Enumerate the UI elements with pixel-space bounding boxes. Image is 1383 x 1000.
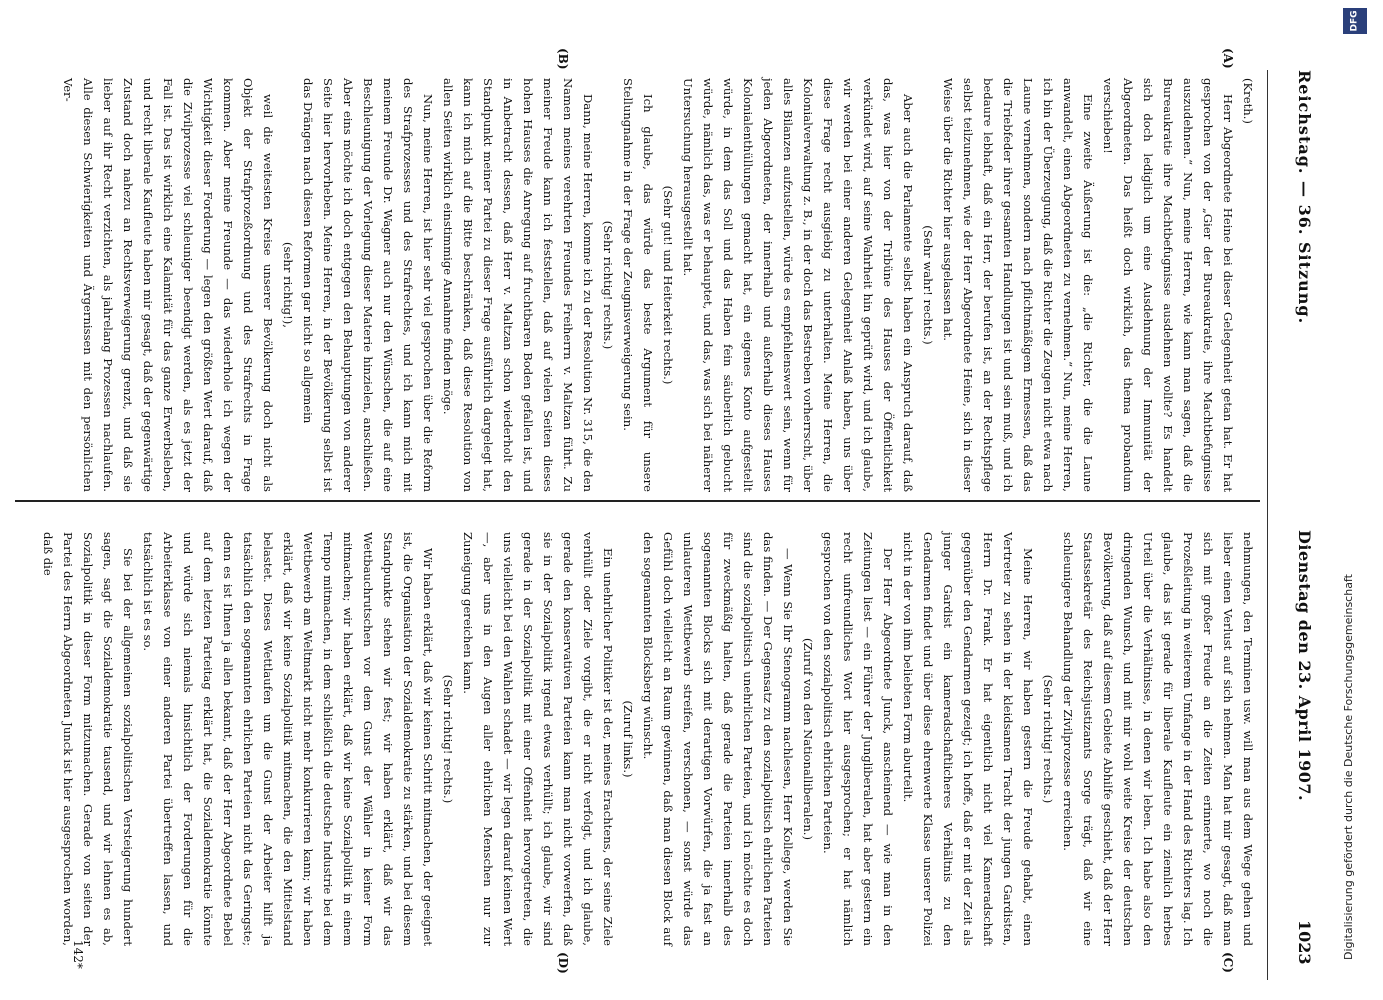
margin-mark-d: (D) (556, 952, 570, 974)
margin-mark-c: (C) (1221, 952, 1235, 973)
interjection: (Sehr richtig! rechts.) (441, 674, 455, 804)
print-signature: 142* (71, 940, 85, 969)
paragraph: Der Herr Abgeordnete Junck, anscheinend — wie man in den Zeitungen liest — ein Führer der Jungliberalen, hat aber gestern ein recht unfreundliches Wort hier ausgesprochen; er hat nämlich gesprochen von den sozialpolitisch ehrlichen Parteien. (821, 532, 895, 946)
interjection: (Zuruf von den Nationalliberalen.) (801, 637, 815, 841)
paragraph: Nun, meine Herren, ist hier sehr viel gesprochen über die Reform des Strafprozesses und des Strafrechtes, und ich kann mich mit meinem Freunde Dr. Wagner auch nur den Wünschen, die auf eine Beschleunigung der Vorlegung dieser Materie hinzielen, anschließen. Aber eins möchte ich doch entgegen den Behauptungen von anderer Seite hier hervorheben. Meine Herren, in der Bevölkerung selbst ist das Drängen nach diesen Reformen gar nicht so allgemein (301, 78, 435, 492)
paragraph: nehmungen, den Terminen usw. will man aus dem Wege gehen und lieber einen Verlust auf sich nehmen. Man hat mir gesagt, daß man sich mit großer Freude an die Zeiten erinnerte, wo noch die Prozeßleitung in weiterem Umfange in der Hand des Richters lag. Ich glaube, das ist gerade für liberale Kaufleute ein ziemlich herbes Urteil über die Verhältnisse, in denen wir leben. Ich habe also den dringenden Wunsch, und mit mir wohl weite Kreise der deutschen Bevölkerung, daß auf diesem Gebiete Abhilfe geschieht, daß der Herr Staatssekretär des Reichsjustizamts Sorge trägt, daß wir eine schleunigere Behandlung der Zivilprozesse erreichen. (1061, 532, 1255, 946)
header-session-title: Reichstag. — 36. Sitzung. (1295, 70, 1314, 325)
paragraph: (Kreth.) (1241, 78, 1255, 124)
dfg-logo: DFG (1343, 8, 1367, 34)
paragraph: Herr Abgeordnete Heine bei dieser Gelegenheit getan hat. Er hat gesprochen von der „Gier der Bureaukratie, ihre Machtbefugnisse auszudehnen.“ Nun, meine Herren, wie kann man sagen, daß die Bureaukratie ihre Machtbefugnisse ausdehnen wollte? Es handelt sich doch lediglich um eine Ausdehnung der Immunität der Abgeordneten. Das heißt doch wirklich, das thema probandum verschieben! (1101, 78, 1235, 492)
header-rule (1267, 70, 1268, 980)
paragraph: Aber auch die Parlamente selbst haben ein Anspruch darauf, daß das, was hier von der Tribüne des Hauses der Öffentlichkeit verkündet wird, auf seine Wahrheit hin geprüft wird, und ich glaube, wir werden bei einer anderen Gelegenheit Anlaß haben, uns über diese Frage recht ausgiebig zu unterhalten. Meine Herren, die Kolonialverwaltung z. B., in der doch das Bestreben vorherrscht, über alles Bilanzen aufzustellen, würde es empfehlenswert sein, wenn für jeden Abgeordneten, der innerhalb und außerhalb dieses Hauses Kolonialenthüllungen gemacht hat, ein eigenes Konto aufgestellt würde, in dem das Soll und das Haben fein säuberlich gebucht würde, nämlich das, was er behauptet, und das, was sich bei näherer Untersuchung herausgestellt hat. (681, 78, 915, 492)
text-column-right (38, 532, 1258, 946)
paragraph: Eine zweite Äußerung ist die: „die Richter, die die Laune anwandelt, einen Abgeordneten zu vernehmen.“ Nun, meine Herren, ich bin der Überzeugung, daß die Richter die Zeugen nicht etwa nach Laune vernehmen, sondern nach pflichtmäßigem Ermessen, daß das die Triebfeder ihrer gesamten Handlungen ist und sein muß, und ich bedaure lebhaft, daß ein Herr, der berufen ist, an der Rechtspflege selbst teilzunehmen, wie der Herr Abgeordnete Heine, sich in dieser Weise über die Richter hier ausgelassen hat. (941, 78, 1095, 492)
interjection: (Sehr richtig! rechts.) (1041, 674, 1055, 804)
interjection: (Zuruf links.) (621, 700, 635, 778)
paragraph: — Wenn Sie Ihr Stenogramm nachlesen, Herr Kollege, werden Sie das finden. — Der Gegensatz zu den sozialpolitisch ehrlichen Parteien sind die sozialpolitisch unehrlichen Parteien, und ich möchte es doch für zweckmäßig halten, daß gerade die Parteien innerhalb des sogenannten Blocks sich mit derartigen Vorwürfen, die ja fast an unlauteren Wettbewerb streifen, verschonen, — sonst würde das Gefühl doch vielleicht an Raum gewinnen, daß man diesen Block auf den sogenannten Blocksberg wünscht. (641, 532, 795, 946)
margin-mark-b: (B) (556, 48, 570, 70)
paragraph: weil die weitesten Kreise unserer Bevölkerung doch nicht als Objekt der Strafprozeßordnung und des Strafrechts in Frage kommen. Aber meine Freunde — das wiederhole ich wegen der Wichtigkeit dieser Forderung — legen den größten Wert darauf, daß die Zivilprozesse viel schleuniger beendigt werden, als es jetzt der Fall ist. Das ist wirklich eine Kalamität für das ganze Erwerbsleben, und recht liberale Kaufleute haben mir gesagt, daß der gegenwärtige Zustand doch nahezu an Rechtsverweigerung grenzt, und daß sie lieber auf ihr Recht verzichten, als jahrelang Prozessen nachlaufen. Alle diesen Schwierigkeiten und Ärgernissen mit den persönlichen Ver- (61, 78, 275, 492)
paragraph: Dann, meine Herren, komme ich zu der Resolution Nr. 315, die den Namen meines verehrten Freundes Freiherrn v. Maltzan führt. Zu meiner Freude kann ich feststellen, daß auf vielen Seiten dieses hohen Hauses die Anregung auf fruchtbaren Boden gefallen ist, und in Anbetracht dessen, daß Herr v. Maltzan schon wiederholt den Standpunkt meiner Partei zu dieser Frage ausführlich dargelegt hat, kann ich mich auf die Bitte beschränken, daß diese Resolution von allen Seiten wirklich einstimmige Annahme finden möge. (441, 78, 595, 492)
interjection: (Sehr richtig! rechts.) (601, 220, 615, 350)
paragraph: Sie bei der allgemeinen sozialpolitischen Versteigerung hundert sagen, sagt die Sozialdemokratie tausend, und wir lehnen es ab, Sozialpolitik in dieser Form mitzumachen. Gerade von seiten der Partei des Herrn Abgeordneten Junck ist hier ausgesprochen worden, daß die (41, 532, 135, 946)
interjection: (Sehr wahr! rechts.) (921, 225, 935, 345)
column-divider (15, 500, 1260, 502)
paragraph: Ich glaube, das würde das beste Argument für unsere Stellungnahme in der Frage der Zeugnisverweigerung sein. (621, 78, 655, 492)
paragraph: Ein unehrlicher Politiker ist der, meines Erachtens, der seine Ziele verhüllt oder Ziele vorgibt, die er nicht verfolgt, und ich glaube, gerade den konservativen Parteien kann man nicht vorwerfen, daß sie in der Sozialpolitik irgend etwas verhüllt; ich glaube, wir sind gerade in der Sozialpolitik mit einer Offenheit hervorgetreten, die uns vielleicht bei den Wahlen schadet — wir legen darauf keinen Wert —, aber uns in den Augen aller ehrlichen Menschen nur zur Zuneigung gereichen kann. (461, 532, 615, 946)
margin-mark-a: (A) (1221, 48, 1235, 69)
interjection: (sehr richtig!), (281, 242, 295, 328)
paragraph: Wir haben erklärt, daß wir keinen Schritt mitmachen, der geeignet ist, die Organisation der Sozialdemokratie zu stärken, und bei diesem Standpunkte stehen wir fest; wir haben erklärt, daß wir das Wettbauchrutschen vor dem Gunst der Wähler in keiner Form mitmachen; wir haben erklärt, daß wir keine Sozialpolitik in einem Tempo mitmachen, in dem schließlich die deutsche Industrie bei dem Wettbewerb am Weltmarkt nicht mehr konkurrieren kann; wir haben erklärt, daß wir keine Sozialpolitik mitmachen, die den Mittelstand belastet. Dieses Wettlaufen um die Gunst der Arbeiter hilft ja tatsächlich den sogenannten ehrlichen Parteien nicht das Geringste; denn es ist Ihnen ja allen bekannt, daß der Herr Abgeordnete Bebel auf dem letzten Parteitag erklärt hat, die Sozialdemokratie könnte und würde sich niemals hinsichtlich der Forderungen für die Arbeiterklasse von einer anderen Partei übertreffen lassen, und tatsächlich ist es so. (141, 532, 435, 946)
digitization-credit: Digitalisierung gefördert durch die Deutsche Forschungsgemeinschaft (1342, 574, 1355, 960)
page-number: 1023 (1295, 920, 1314, 965)
paragraph: Meine Herren, wir haben gestern die Freude gehabt, einen Vertreter zu sehen in der kleidsamen Tracht der jungen Gardisten, Herrn Dr. Frank. Er hat eigentlich nicht viel Kameradschaft gegenüber den Gendarmen gezeigt; ich hoffe, daß er mit der Zeit als junger Gardist ein kameradschaftlicheres Verhältnis zu den Gendarmen findet und über diese ehrenwerte Klasse unserer Polizei nicht in der von ihm beliebten Form aburteilt. (901, 532, 1035, 946)
header-date: Dienstag den 23. April 1907. (1295, 530, 1314, 802)
text-column-left (58, 78, 1258, 492)
interjection: (Sehr gut! und Heiterkeit rechts.) (661, 185, 675, 385)
